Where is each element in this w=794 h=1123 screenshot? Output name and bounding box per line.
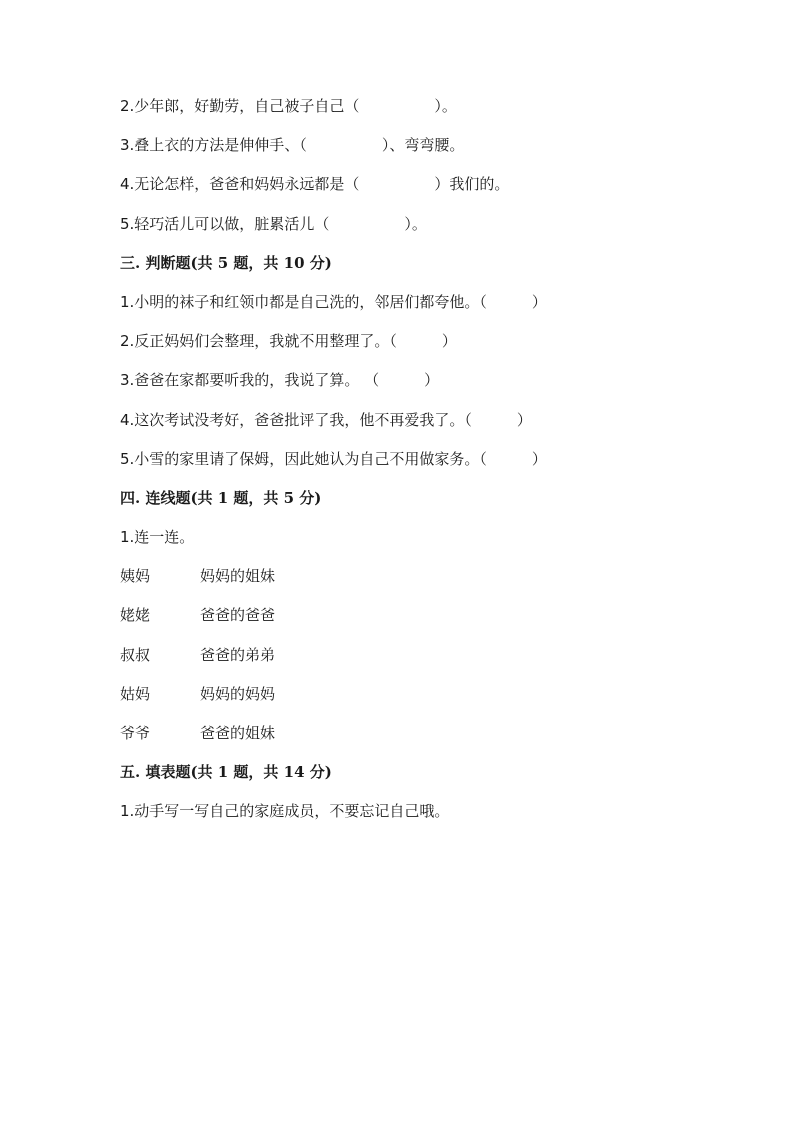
matching-left-term: 叔叔 — [120, 645, 151, 664]
judgement-item-5: 5.小雪的家里请了保姆，因此她认为自己不用做家务。（ ） — [120, 449, 547, 468]
section-heading-matching: 四. 连线题(共 1 题，共 5 分) — [120, 488, 322, 507]
matching-left-term: 姑妈 — [120, 684, 151, 703]
judgement-item-3: 3.爸爸在家都要听我的，我说了算。 （ ） — [120, 371, 440, 390]
fill-blank-item-2: 2.少年郎，好勤劳，自己被子自己（ ）。 — [120, 97, 457, 115]
matching-row — [120, 680, 720, 719]
table-question: 1.动手写一写自己的家庭成员，不要忘记自己哦。 — [120, 802, 450, 821]
matching-right-term: 妈妈的妈妈 — [200, 684, 276, 703]
worksheet-page — [120, 92, 720, 837]
matching-row — [120, 641, 720, 680]
matching-row — [120, 601, 720, 640]
matching-right-term: 爸爸的弟弟 — [200, 645, 276, 664]
fill-blank-item-4: 4.无论怎样，爸爸和妈妈永远都是（ ）我们的。 — [120, 175, 510, 194]
matching-row — [120, 719, 720, 758]
matching-question: 1.连一连。 — [120, 528, 195, 547]
matching-left-term: 姨妈 — [120, 567, 151, 586]
fill-blank-item-3: 3.叠上衣的方法是伸伸手、（ ）、弯弯腰。 — [120, 136, 465, 155]
matching-left-term: 爷爷 — [120, 724, 151, 742]
section-heading-table: 五. 填表题(共 1 题，共 14 分) — [120, 763, 332, 782]
matching-row — [120, 562, 720, 601]
judgement-item-4: 4.这次考试没考好，爸爸批评了我，他不再爱我了。（ ） — [120, 410, 532, 429]
judgement-item-1: 1.小明的袜子和红领巾都是自己洗的，邻居们都夸他。（ ） — [120, 292, 547, 311]
matching-left-term: 姥姥 — [120, 606, 151, 625]
matching-right-term: 爸爸的爸爸 — [200, 606, 276, 625]
matching-right-term: 妈妈的姐妹 — [200, 567, 276, 586]
matching-right-term: 爸爸的姐妹 — [200, 724, 276, 742]
fill-blank-item-5: 5.轻巧活儿可以做，脏累活儿（ ）。 — [120, 214, 427, 233]
section-heading-judgement: 三. 判断题(共 5 题，共 10 分) — [120, 253, 332, 272]
judgement-item-2: 2.反正妈妈们会整理，我就不用整理了。（ ） — [120, 332, 457, 351]
